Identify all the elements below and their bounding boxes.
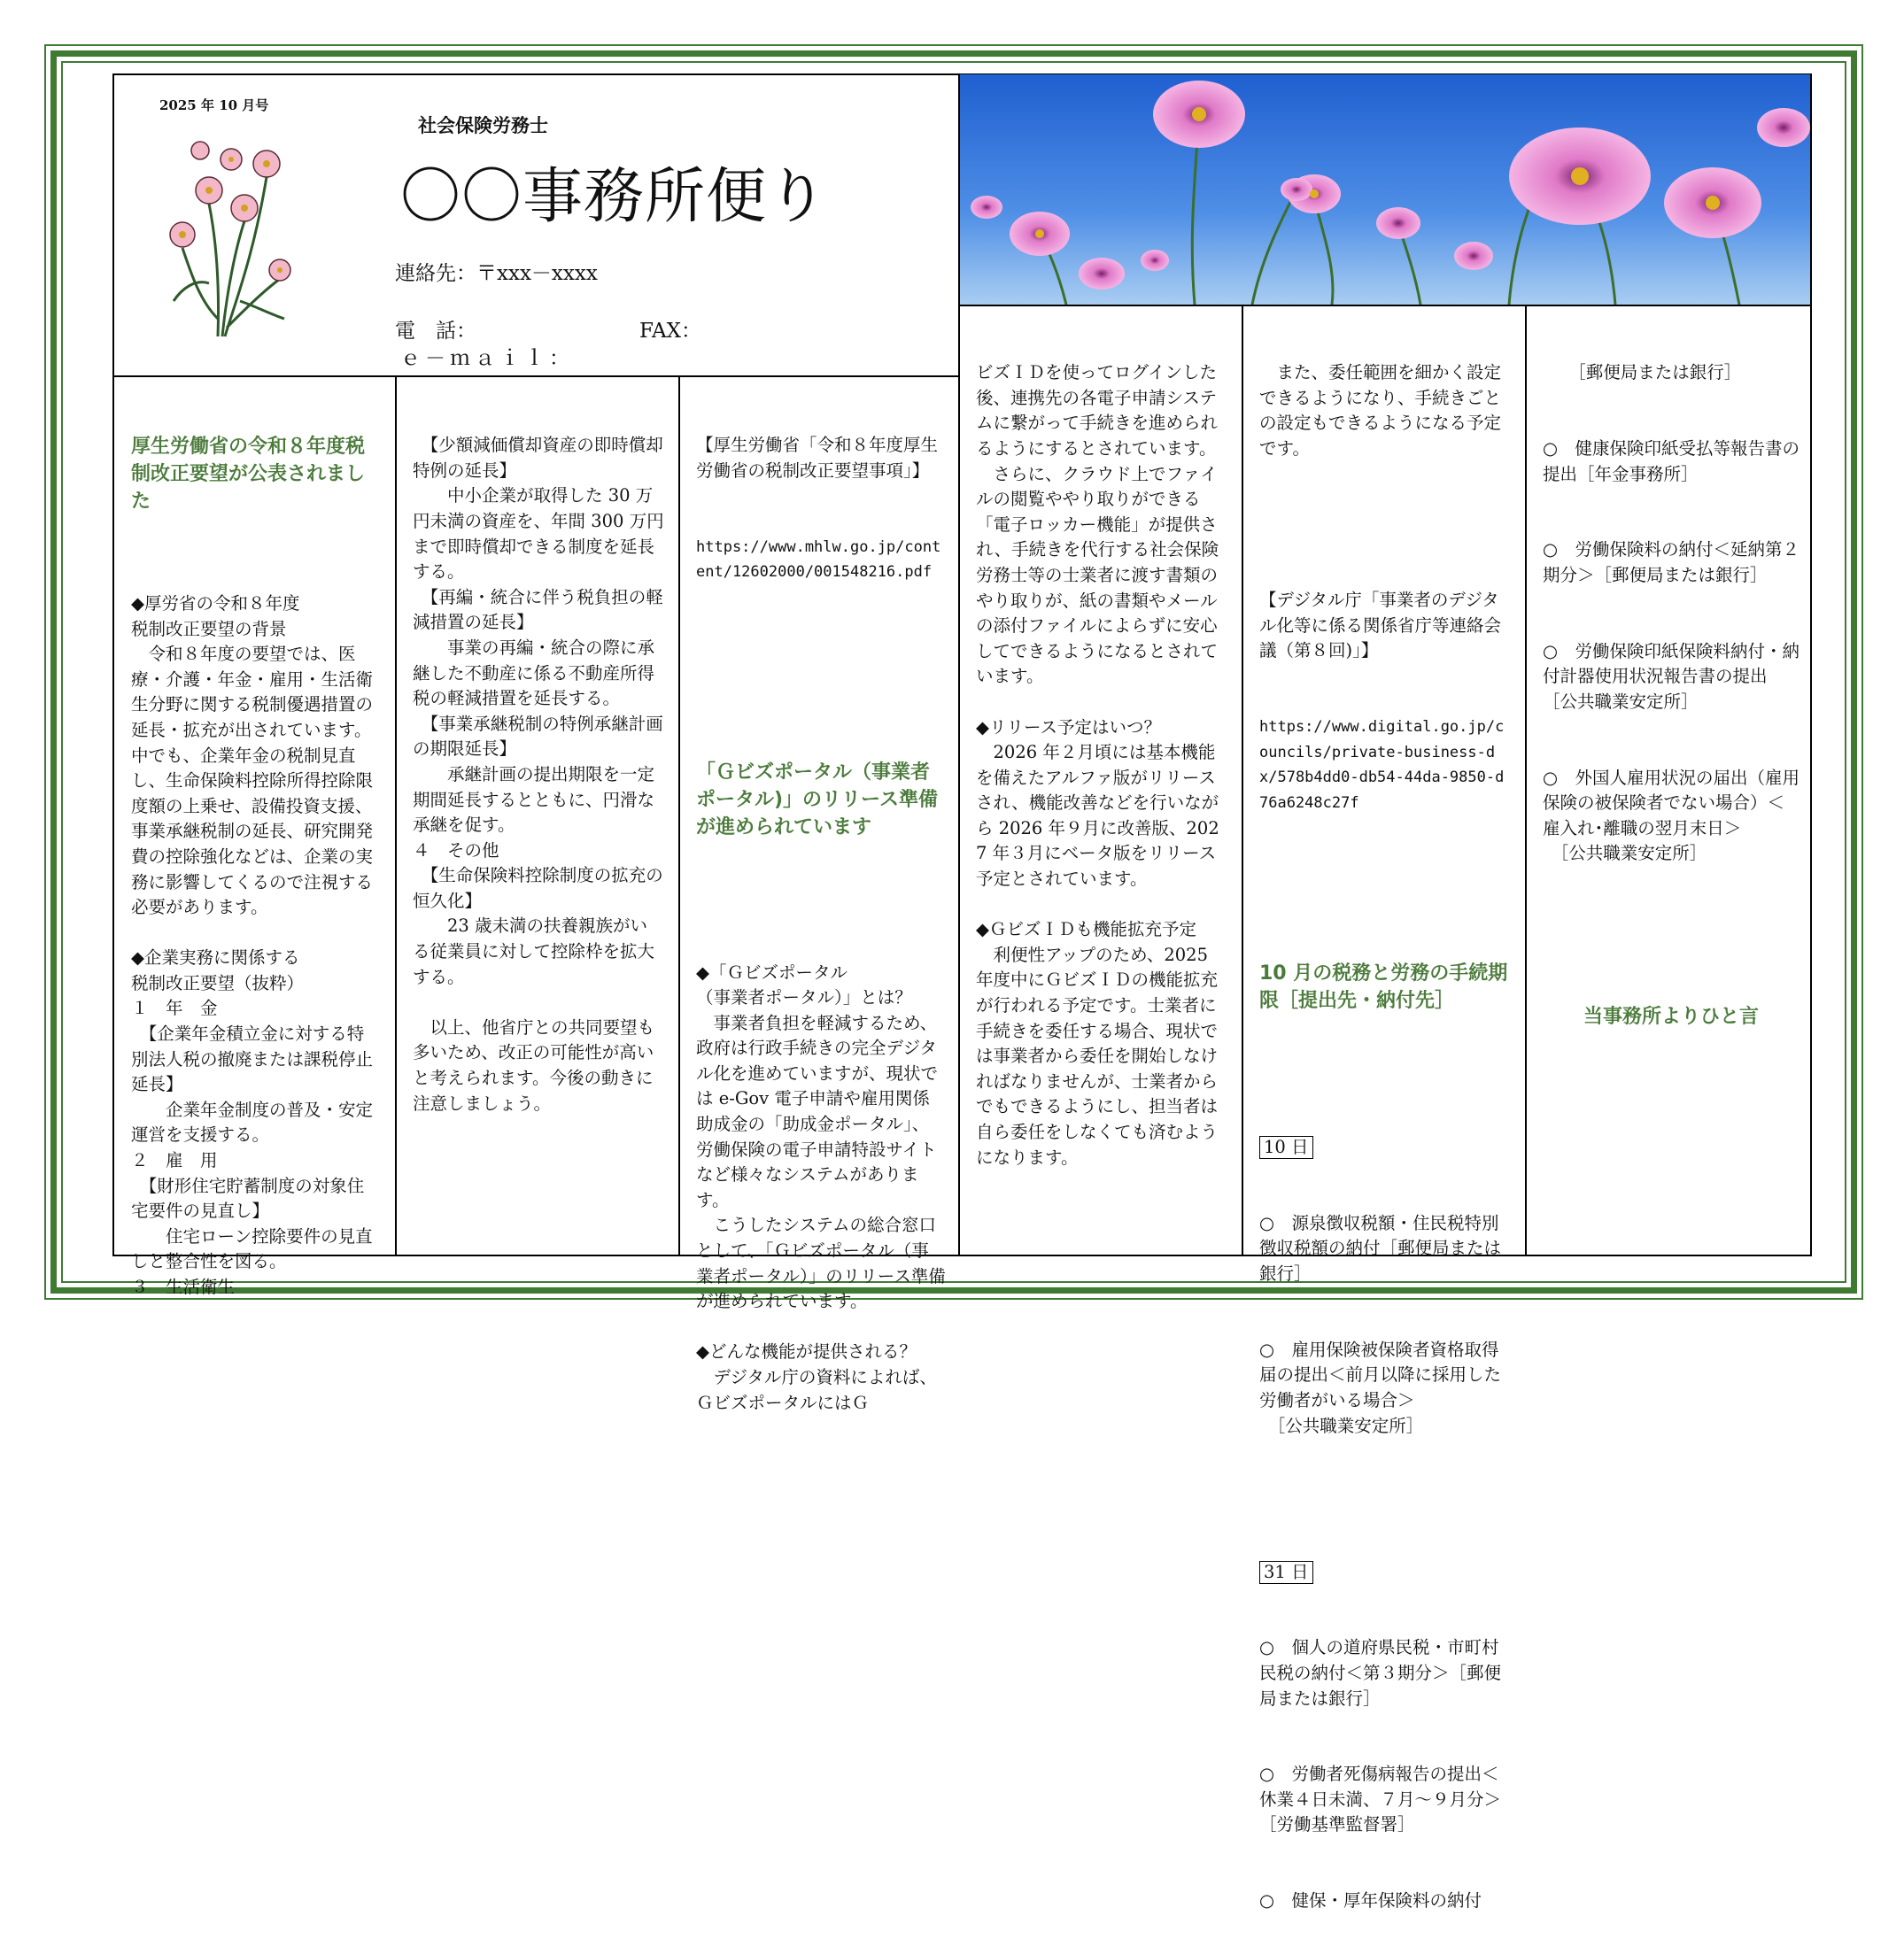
divider-header-bottom (112, 375, 960, 377)
column-3 (696, 382, 946, 1441)
fax-label: FAX： (639, 320, 701, 343)
source-url-digital[interactable]: https://www.digital.go.jp/councils/private-business-dx/578b4dd0-db54-44da-9850-d76a6248c27f (1259, 717, 1505, 812)
contact-address: 連絡先：〒xxx－xxxx (395, 262, 598, 285)
article-body-gbiz-end: また、委任範囲を細かく設定できるようになり、手続きごとの設定もできるようになる予定です。 (1259, 362, 1502, 459)
column-divider-4 (1242, 305, 1243, 1256)
source-url-mhlw[interactable]: https://www.mhlw.go.jp/content/12602000/001548216.pdf (696, 537, 941, 582)
column-2 (413, 382, 664, 1142)
deadline-day-31: 31 日 (1259, 1561, 1313, 1584)
column-divider-2 (678, 375, 680, 1256)
office-subtitle: 社会保険労務士 (418, 115, 548, 136)
deadline-day-10: 10 日 (1259, 1136, 1313, 1159)
article-heading-gbiz: 「Ｇビズポータル（事業者ポータル)」のリリース準備が進められています (696, 761, 938, 839)
article-body-tax-reform: ◆厚労省の令和８年度 税制改正要望の背景 令和８年度の要望では、医療・介護・年金・雇用・生活衛生分野に関する税制優遇措置の延長・拡充が出されています。中でも、企業年金の税制見直し、生命保険料控除所得控除限度額の上乗せ、設備投資支援、事業承継税制の延長、研究開発費の控除強化などは、企業の実務に影響してくるので注視する必要があります。 ◆企業実務に関係する 税制改正要望（抜粋） １ 年 金 【企業年金積立金に対する特別法人税の撤廃または課税停止延長】 企業年金制度の普及・安定運営を支援する。 ２ 雇 用 【財形住宅貯蓄制度の対象住宅要件の見直し】 住宅ローン控除要件の見直しと整合性を図る。 ３ 生活衛生 (131, 592, 374, 1297)
column-divider-1 (395, 375, 397, 1256)
phone-label: 電 話： (395, 320, 476, 343)
deadline-item: ○ 健保・厚年保険料の納付 (1259, 1890, 1482, 1912)
deadline-item: ○ 労働者死傷病報告の提出＜休業４日未満、７月～９月分＞［労働基準監督署］ (1259, 1764, 1502, 1835)
newsletter-title: 〇〇事務所便り (400, 162, 829, 232)
deadline-item: ○ 源泉徴収税額・住民税特別徴収税額の納付［郵便局または銀行］ (1259, 1212, 1502, 1284)
column-4 (976, 310, 1229, 1196)
article-body-gbiz-cont: ビズＩＤを使ってログインした後、連携先の各電子申請システムに繋がって手続きを進められるようにするとされています。 さらに、クラウド上でファイルの閲覧ややり取りができる「電子ロッカー機能」が提供され、手続きを代行する社会保険労務士等の士業者に渡す書類のやり取りが、紙の書類やメールの添付ファイルによらずに安心してできるようになるとされています。 ◆リリース予定はいつ？ 2026 年２月頃には基本機能を備えたアルファ版がリリースされ、機能改善などを行いながら 2026 年９月に改善版、2027 年３月にベータ版をリリース予定とされています。 ◆ＧビズＩＤも機能拡充予定 利便性アップのため、2025 年度中にＧビズＩＤの機能拡充が行われる予定です。士業者に手続きを委任する場合、現状では事業者から委任を開始しなければなりませんが、士業者からでもできるようにし、担当者は自ら委任をしなくても済むようになります。 (976, 362, 1219, 1168)
column-5 (1259, 310, 1511, 1939)
deadline-item: ○ 外国人雇用状況の届出（雇用保険の被保険者でない場合）＜雇入れ･離職の翌月末日＞ ［公共職業安定所］ (1543, 767, 1800, 864)
deadline-item: ○ 労働保険料の納付＜延納第２期分＞［郵便局または銀行］ (1543, 539, 1800, 585)
source-digital-agency: 【デジタル庁「事業者のデジタル化等に係る関係省庁等連絡会議（第８回)」】 (1259, 589, 1502, 661)
divider-photo-bottom (958, 305, 1812, 306)
deadline-item: ［郵便局または銀行］ (1543, 362, 1742, 383)
office-message-heading: 当事務所よりひと言 (1583, 1006, 1759, 1029)
column-6 (1543, 310, 1800, 1056)
article-body-tax-reform-cont: 【少額減価償却資産の即時償却特例の延長】 中小企業が取得した 30 万円未満の資産を、年間 300 万円まで即時償却できる制度を延長する。 【再編・統合に伴う税負担の軽減措置の延長】 事業の再編・統合の際に承継した不動産に係る不動産所得税の軽減措置を延長する。 【事業承継税制の特例承継計画の期限延長】 承継計画の提出期限を一定期間延長するとともに、円滑な承継を促す。 ４ その他 【生命保険料控除制度の拡充の恒久化】 23 歳未満の扶養親族がいる従業員に対して控除枠を拡大する。 以上、他省庁との共同要望も多いため、改正の可能性が高いと考えられます。今後の動きに注意しましょう。 (413, 435, 664, 1114)
deadline-item: ○ 雇用保険被保険者資格取得届の提出＜前月以降に採用した労働者がいる場合＞ ［公共職業安定所］ (1259, 1339, 1502, 1436)
deadline-item: ○ 健康保険印紙受払等報告書の提出［年金事務所］ (1543, 437, 1800, 484)
article-body-gbiz: ◆「Ｇビズポータル （事業者ポータル）」とは？ 事業者負担を軽減するため、政府は行政手続きの完全デジタル化を進めていますが、現状では e-Gov 電子申請や雇用関係助成金の「助成金ポータル」、労働保険の電子申請特設サイトなど様々なシステムがあります。 こうしたシステムの総合窓口として、「Ｇビズポータル（事業者ポータル）」のリリース準備が進められています。 ◆どんな機能が提供される？ デジタル庁の資料によれば、ＧビズポータルにはＧ (696, 962, 946, 1413)
source-mhlw: 【厚生労働省「令和８年度厚生労働省の税制改正要望事項」】 (696, 435, 939, 481)
article-heading-tax-reform: 厚生労働省の令和８年度税制改正要望が公表されました (131, 436, 366, 514)
deadline-item: ○ 労働保険印紙保険料納付・納付計器使用状況報告書の提出［公共職業安定所］ (1543, 640, 1800, 712)
email-label: ｅ－ｍａｉｌ： (400, 347, 574, 370)
issue-date: 2025 年 10 月号 (159, 97, 269, 113)
cosmos-photo (960, 74, 1810, 305)
deadline-heading: 10 月の税務と労務の手続期限［提出先・納付先］ (1259, 962, 1508, 1012)
column-divider-5 (1525, 305, 1527, 1256)
cosmos-illustration (165, 124, 298, 345)
column-1 (131, 382, 381, 1325)
deadline-item: ○ 個人の道府県民税・市町村民税の納付＜第３期分＞［郵便局または銀行］ (1259, 1637, 1502, 1709)
